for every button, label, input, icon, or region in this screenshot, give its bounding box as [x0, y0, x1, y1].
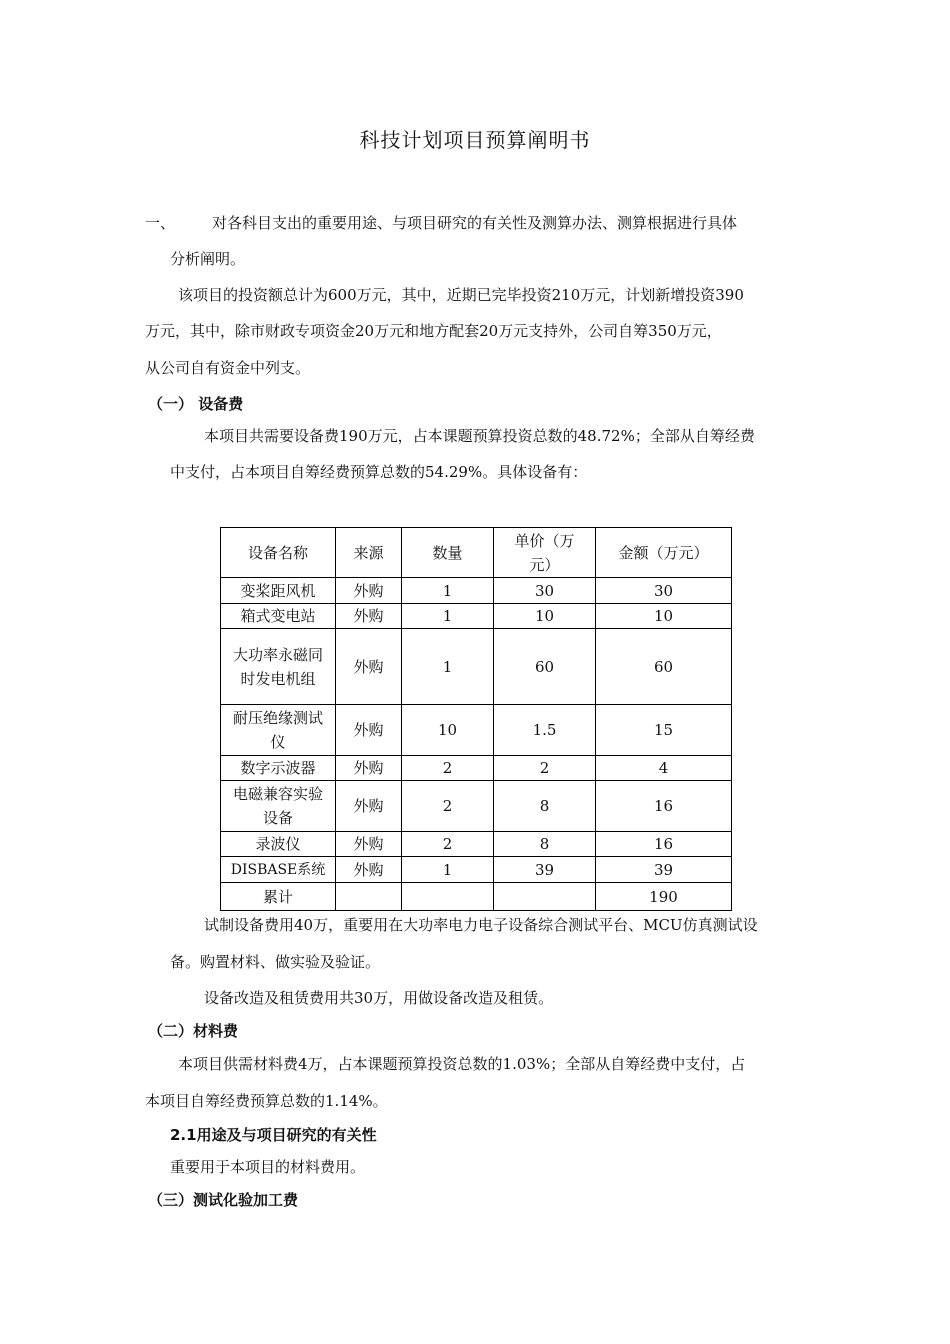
table-cell: 8 — [494, 832, 596, 857]
table-cell: 录波仪 — [221, 832, 336, 857]
table-cell: 30 — [596, 578, 732, 604]
section-number: 一、 — [145, 214, 176, 232]
table-cell: 15 — [596, 705, 732, 756]
table-cell: 累计 — [221, 883, 336, 911]
table-cell: 190 — [596, 883, 732, 911]
table-cell: 1.5 — [494, 705, 596, 756]
intro-line-2: 万元，其中，除市财政专项资金20万元和地方配套20万元支持外，公司自筹350万元， — [145, 322, 722, 340]
equipment-heading: （一） 设备费 — [148, 395, 244, 413]
table-row — [221, 629, 732, 705]
table-cell: 变桨距风机 — [221, 578, 336, 604]
material-subheading: 2.1用途及与项目研究的有关性 — [170, 1126, 377, 1144]
trial-equipment-line-1: 试制设备费用40万，重要用在大功率电力电子设备综合测试平台、MCU仿真测试设 — [204, 916, 758, 934]
header-cell: 数量 — [402, 528, 494, 578]
table-cell: 2 — [402, 756, 494, 781]
material-sub-line: 重要用于本项目的材料费用。 — [170, 1158, 366, 1176]
table-cell — [336, 883, 402, 911]
table-row — [221, 604, 732, 629]
table-cell: 60 — [494, 629, 596, 705]
table-cell: 外购 — [336, 604, 402, 629]
table-cell: 耐压绝缘测试仪 — [221, 705, 336, 756]
table-header-row — [221, 528, 732, 578]
section-line-2: 分析阐明。 — [170, 250, 246, 268]
table-cell: 60 — [596, 629, 732, 705]
table-cell: 1 — [402, 629, 494, 705]
table-cell: 外购 — [336, 857, 402, 883]
table-cell: 2 — [494, 756, 596, 781]
table-cell: 外购 — [336, 832, 402, 857]
table-cell: 数字示波器 — [221, 756, 336, 781]
testing-heading: （三）测试化验加工费 — [148, 1191, 299, 1209]
table-cell — [494, 883, 596, 911]
table-row — [221, 756, 732, 781]
table-row — [221, 781, 732, 832]
equipment-table — [220, 527, 732, 911]
equipment-line-1: 本项目共需要设备费190万元，占本课题预算投资总数的48.72%；全部从自筹经费 — [204, 427, 755, 445]
table-cell: 4 — [596, 756, 732, 781]
table-cell: 电磁兼容实验设备 — [221, 781, 336, 832]
table-cell: 30 — [494, 578, 596, 604]
table-cell: 39 — [596, 857, 732, 883]
table-cell: 箱式变电站 — [221, 604, 336, 629]
table-cell: 1 — [402, 857, 494, 883]
table-total-row — [221, 883, 732, 911]
table-cell: 10 — [494, 604, 596, 629]
table-cell: 外购 — [336, 756, 402, 781]
header-cell: 单价（万元） — [494, 528, 596, 578]
material-line-1: 本项目供需材料费4万，占本课题预算投资总数的1.03%；全部从自筹经费中支付，占 — [178, 1055, 746, 1073]
intro-line-1: 该项目的投资额总计为600万元，其中，近期已完毕投资210万元，计划新增投资390 — [178, 286, 744, 304]
table-cell: 大功率永磁同时发电机组 — [221, 629, 336, 705]
table-cell: 2 — [402, 832, 494, 857]
table-row — [221, 705, 732, 756]
material-line-2: 本项目自筹经费预算总数的1.14%。 — [145, 1092, 388, 1110]
material-heading: （二）材料费 — [148, 1022, 239, 1040]
table-cell: 1 — [402, 604, 494, 629]
table-cell: 16 — [596, 781, 732, 832]
table-cell: 16 — [596, 832, 732, 857]
header-cell: 来源 — [336, 528, 402, 578]
renovation-line: 设备改造及租赁费用共30万，用做设备改造及租赁。 — [204, 989, 554, 1007]
table-cell: DISBASE系统 — [221, 857, 336, 883]
table-cell: 39 — [494, 857, 596, 883]
table-cell: 10 — [596, 604, 732, 629]
table-cell: 10 — [402, 705, 494, 756]
header-cell: 金额（万元） — [596, 528, 732, 578]
table-cell: 2 — [402, 781, 494, 832]
table-cell: 外购 — [336, 578, 402, 604]
header-cell: 设备名称 — [221, 528, 336, 578]
equipment-line-2: 中支付，占本项目自筹经费预算总数的54.29%。具体设备有： — [170, 463, 588, 481]
section-line-1: 对各科目支出的重要用途、与项目研究的有关性及测算办法、测算根据进行具体 — [212, 214, 738, 232]
table-cell: 外购 — [336, 705, 402, 756]
table-cell: 1 — [402, 578, 494, 604]
table-row — [221, 832, 732, 857]
table-cell: 8 — [494, 781, 596, 832]
intro-line-3: 从公司自有资金中列支。 — [145, 359, 311, 377]
table-cell: 外购 — [336, 781, 402, 832]
table-row — [221, 578, 732, 604]
table-cell — [402, 883, 494, 911]
table-row — [221, 857, 732, 883]
page-title: 科技计划项目预算阐明书 — [359, 128, 591, 152]
trial-equipment-line-2: 备。购置材料、做实验及验证。 — [170, 953, 381, 971]
table-cell: 外购 — [336, 629, 402, 705]
